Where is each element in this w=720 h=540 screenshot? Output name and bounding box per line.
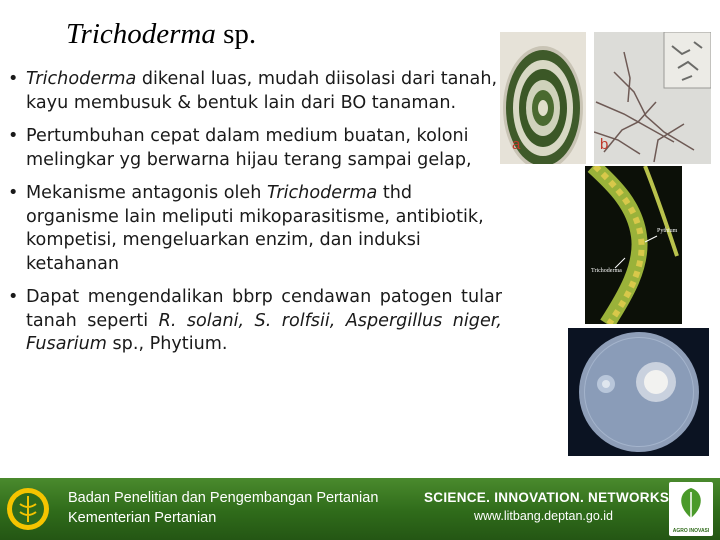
agro-inovasi-badge bbox=[669, 482, 713, 536]
dual-culture-dish-image bbox=[568, 328, 709, 456]
footer-org-line1: Badan Penelitian dan Pengembangan Pertanian bbox=[68, 490, 379, 506]
bullet-list bbox=[6, 68, 502, 367]
agro-inovasi-leaf-icon bbox=[669, 482, 713, 526]
bullet-text: Dapat mengendalikan bbrp cendawan patogen tular tanah seperti bbox=[26, 287, 502, 331]
microscope-hyphae-image bbox=[594, 32, 711, 164]
title-suffix: sp. bbox=[215, 18, 257, 50]
bullet-text: dikenal luas, mudah diisolasi dari tanah, kayu membusuk & bentuk lain dari BO tanaman. bbox=[26, 69, 498, 113]
hyphae-coiling-image bbox=[585, 166, 682, 324]
image-label-b: b bbox=[600, 136, 609, 153]
bullet-item bbox=[6, 68, 502, 115]
image-label-a: a bbox=[512, 136, 521, 153]
bullet-item bbox=[6, 125, 502, 172]
balitbang-logo-icon bbox=[6, 484, 50, 534]
bullet-item bbox=[6, 182, 502, 276]
slide-title bbox=[66, 18, 256, 51]
bullet-text: Pertumbuhan cepat dalam medium buatan, koloni melingkar yg berwarna hijau terang sampai gelap, bbox=[26, 126, 472, 170]
bullet-italic: Trichoderma bbox=[26, 69, 137, 89]
footer-org-line2: Kementerian Pertanian bbox=[68, 510, 217, 526]
footer-url[interactable]: www.litbang.deptan.go.id bbox=[474, 509, 613, 523]
bullet-italic: Trichoderma bbox=[267, 183, 378, 203]
microscope-hyphae-graphic bbox=[594, 32, 711, 164]
petri-dish-rings-image bbox=[500, 32, 586, 164]
dual-culture-dish-graphic bbox=[568, 328, 709, 456]
bullet-item bbox=[6, 286, 502, 357]
image-label-pythium: Pythium bbox=[657, 228, 678, 234]
bullet-text: Mekanisme antagonis oleh bbox=[26, 183, 267, 203]
bullet-text: thd organisme lain meliputi mikoparasitisme, antibiotik, kompetisi, mengeluarkan enzim, dan induksi ketahanan bbox=[26, 183, 484, 274]
title-genus: Trichoderma bbox=[66, 18, 216, 50]
bullet-italic: R. solani, S. rolfsii, Aspergillus niger, Fusarium bbox=[26, 310, 502, 354]
agro-inovasi-text: AGRO INOVASI bbox=[672, 528, 710, 534]
image-label-trichoderma: Trichoderma bbox=[591, 268, 622, 274]
footer-slogan: SCIENCE. INNOVATION. NETWORKS bbox=[424, 490, 670, 505]
bullet-text: sp., Phytium. bbox=[106, 334, 228, 354]
hyphae-coiling-graphic bbox=[585, 166, 682, 324]
footer-banner bbox=[0, 478, 720, 540]
